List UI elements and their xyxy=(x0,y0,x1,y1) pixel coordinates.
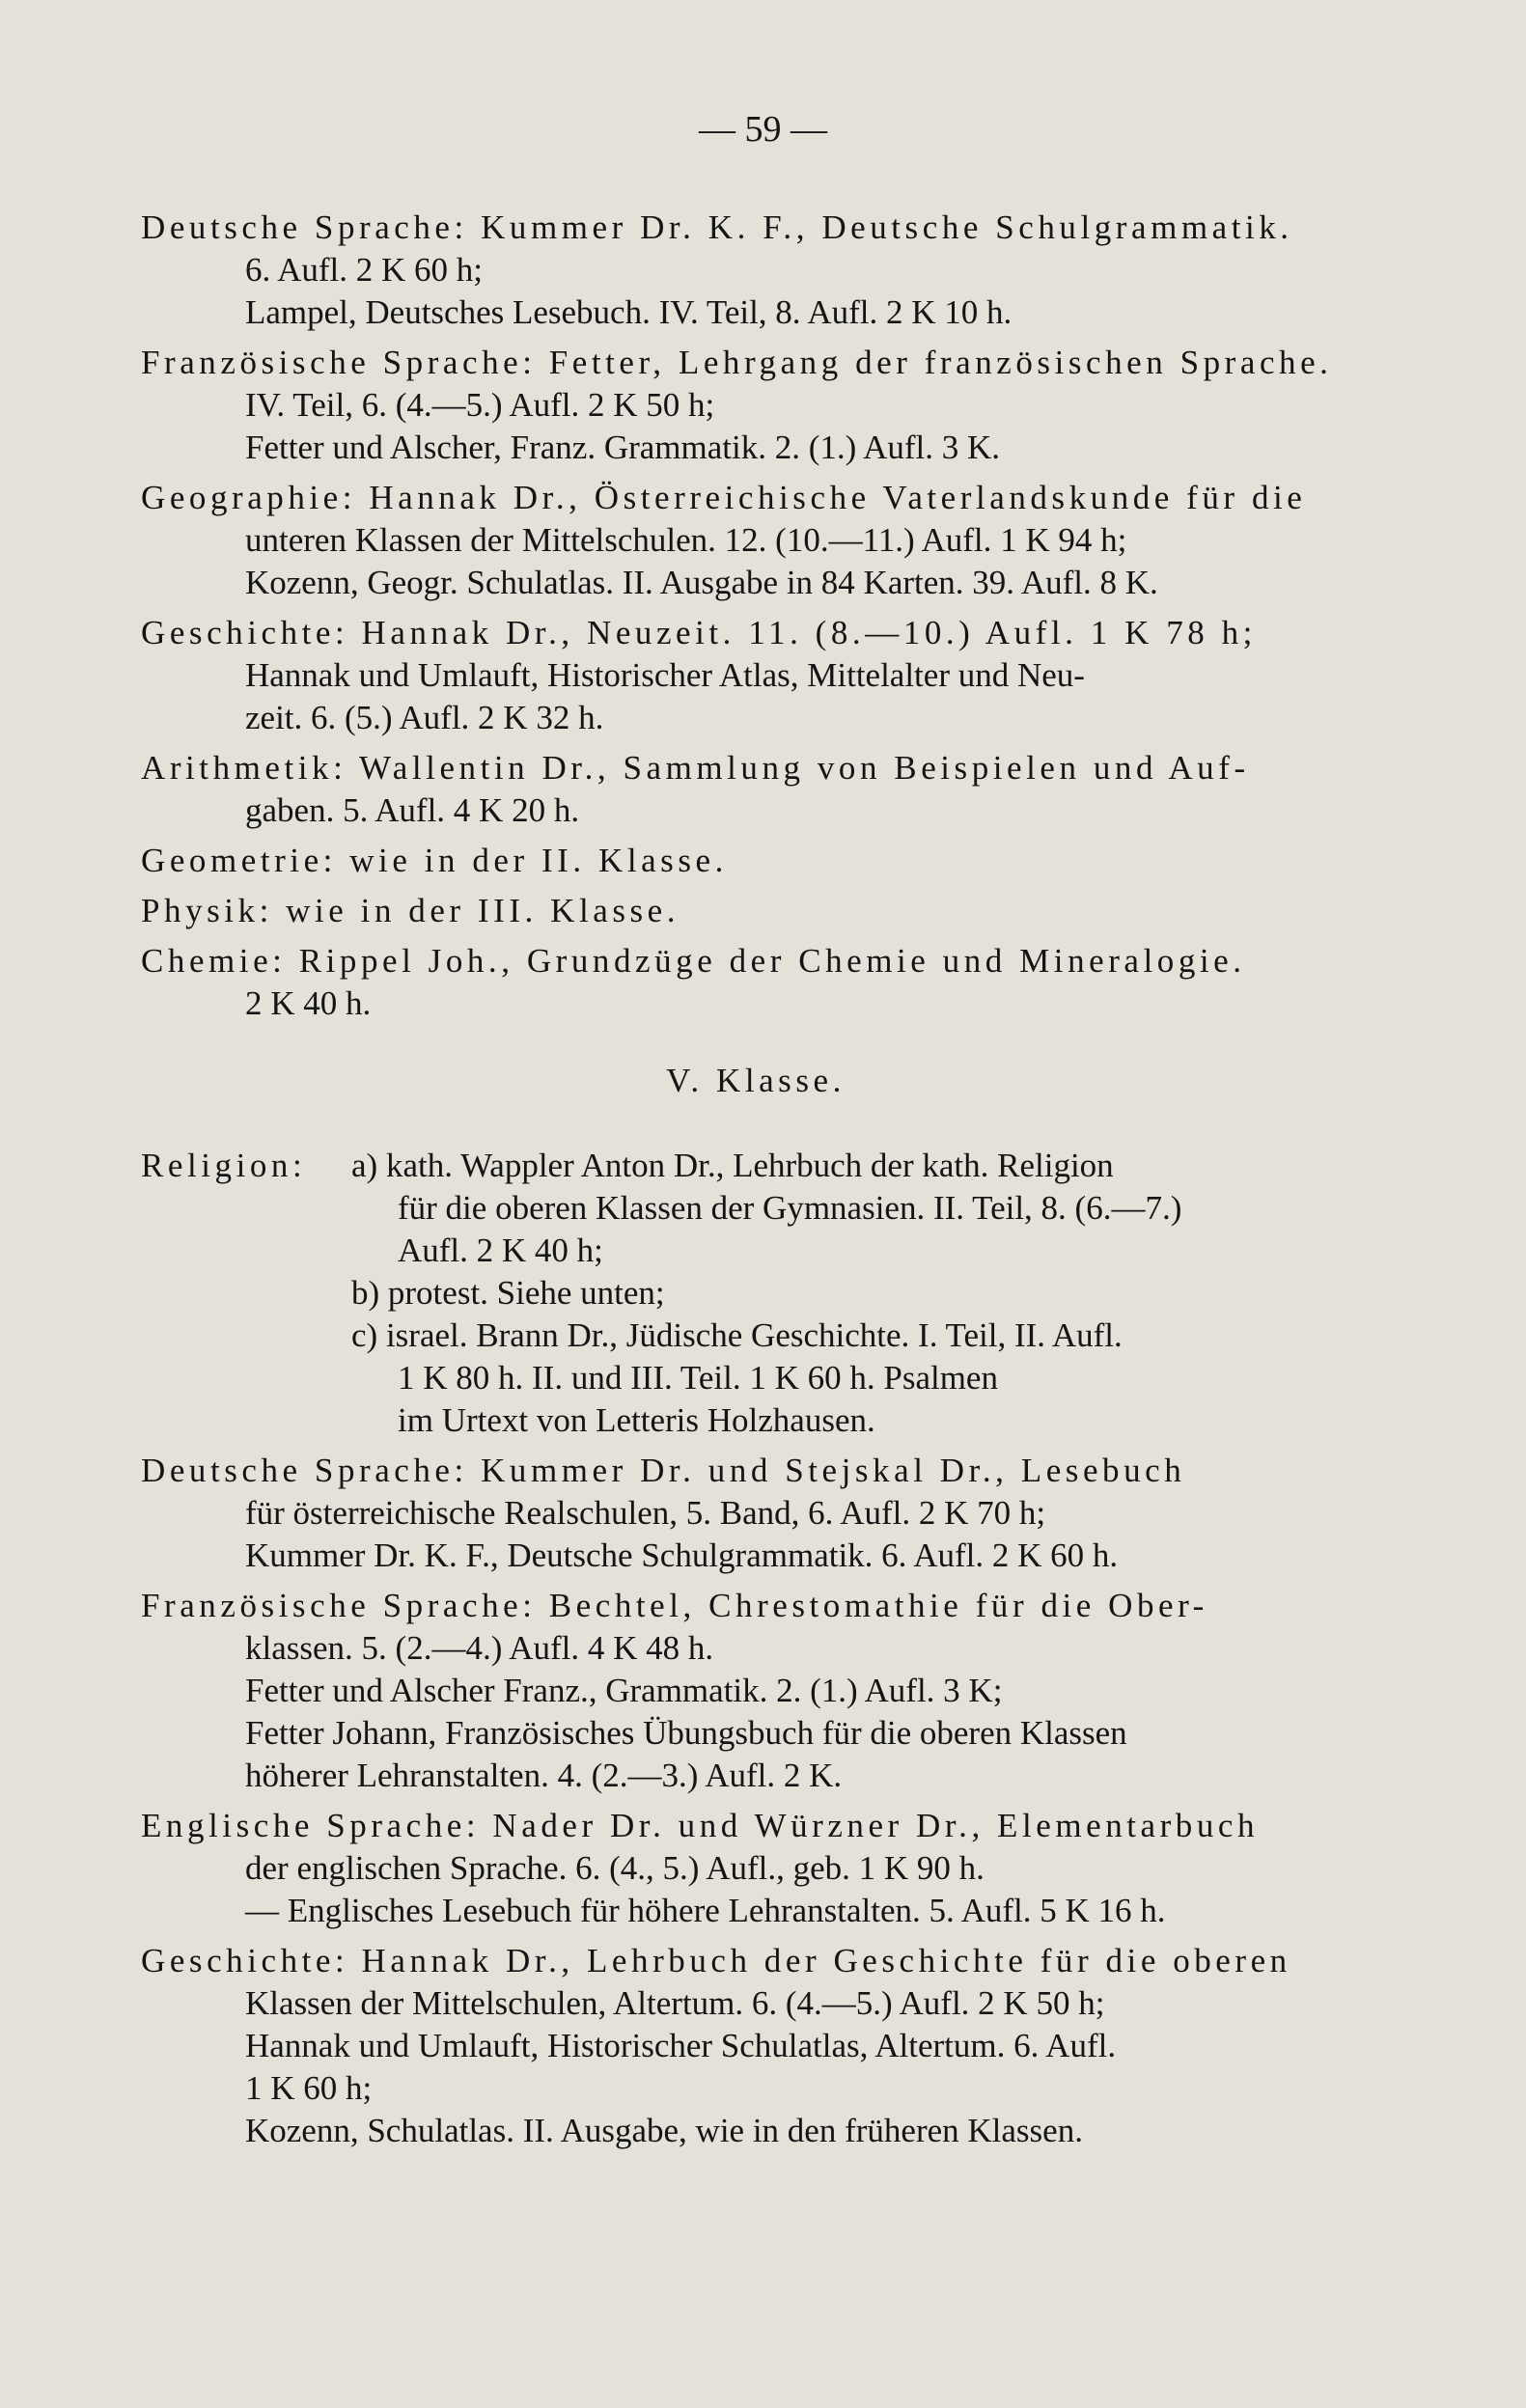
entry-englische-sprache xyxy=(141,1805,1371,1932)
line: Kozenn, Schulatlas. II. Ausgabe, wie in den früheren Klassen. xyxy=(245,2112,1083,2149)
line: Fetter Johann, Französisches Übungsbuch für die oberen Klassen xyxy=(245,1714,1127,1752)
line: 2 K 40 h. xyxy=(245,984,372,1022)
entry-geographie xyxy=(141,477,1371,604)
line: 6. Aufl. 2 K 60 h; xyxy=(245,251,483,289)
line: c) israel. Brann Dr., Jüdische Geschichte. I. Teil, II. Aufl. xyxy=(351,1316,1123,1354)
line: Hannak und Umlauft, Historischer Schulatlas, Altertum. 6. Aufl. xyxy=(245,2027,1117,2064)
entry-franzoesische-sprache-v xyxy=(141,1585,1371,1797)
section-v xyxy=(141,1450,1371,2152)
section-heading: V. Klasse. xyxy=(666,1062,846,1099)
text-body xyxy=(141,207,1371,2160)
entry-chemie xyxy=(141,940,1371,1025)
line: Geographie: Hannak Dr., Österreichische Vaterlandskunde für die xyxy=(141,479,1307,516)
line: Geometrie: wie in der II. Klasse. xyxy=(141,842,728,879)
line: Kummer Dr. K. F., Deutsche Schulgrammatik. 6. Aufl. 2 K 60 h. xyxy=(245,1536,1119,1574)
line: Hannak und Umlauft, Historischer Atlas, Mittelalter und Neu- xyxy=(245,656,1085,694)
line: unteren Klassen der Mittelschulen. 12. (10.—11.) Aufl. 1 K 94 h; xyxy=(245,521,1127,559)
line: Kozenn, Geogr. Schulatlas. II. Ausgabe in 84 Karten. 39. Aufl. 8 K. xyxy=(245,564,1158,601)
line: Fetter und Alscher Franz., Grammatik. 2. (1.) Aufl. 3 K; xyxy=(245,1672,1003,1709)
line: Fetter und Alscher, Franz. Grammatik. 2. (1.) Aufl. 3 K. xyxy=(245,429,1001,466)
line: Französische Sprache: Bechtel, Chrestomathie für die Ober- xyxy=(141,1587,1208,1624)
line: im Urtext von Letteris Holzhausen. xyxy=(398,1401,875,1439)
line: zeit. 6. (5.) Aufl. 2 K 32 h. xyxy=(245,699,604,736)
line: Geschichte: Hannak Dr., Lehrbuch der Geschichte für die oberen xyxy=(141,1942,1291,1979)
entry-religion xyxy=(141,1145,1371,1442)
entry-franzoesische-sprache xyxy=(141,342,1371,469)
line: IV. Teil, 6. (4.—5.) Aufl. 2 K 50 h; xyxy=(245,386,715,424)
line: für die oberen Klassen der Gymnasien. II. Teil, 8. (6.—7.) xyxy=(398,1189,1182,1227)
line: Chemie: Rippel Joh., Grundzüge der Chemie und Mineralogie. xyxy=(141,942,1246,980)
line: Lampel, Deutsches Lesebuch. IV. Teil, 8. Aufl. 2 K 10 h. xyxy=(245,293,1013,331)
page-number: — 59 — xyxy=(699,109,827,150)
line: Arithmetik: Wallentin Dr., Sammlung von Beispielen und Auf- xyxy=(141,749,1250,787)
line: Physik: wie in der III. Klasse. xyxy=(141,892,680,929)
line: Französische Sprache: Fetter, Lehrgang der französischen Sprache. xyxy=(141,344,1333,381)
line: b) protest. Siehe unten; xyxy=(351,1274,665,1312)
entry-arithmetik xyxy=(141,747,1371,832)
section-iv xyxy=(141,207,1371,1025)
entry-geschichte xyxy=(141,612,1371,739)
entry-deutsche-sprache xyxy=(141,207,1371,334)
entry-physik xyxy=(141,890,1371,932)
religion-label: Religion: xyxy=(141,1147,307,1184)
line: Aufl. 2 K 40 h; xyxy=(398,1232,603,1269)
line: der englischen Sprache. 6. (4., 5.) Aufl., geb. 1 K 90 h. xyxy=(245,1849,985,1887)
line: Deutsche Sprache: Kummer Dr. und Stejskal Dr., Lesebuch xyxy=(141,1452,1186,1489)
entry-geometrie xyxy=(141,840,1371,882)
line: klassen. 5. (2.—4.) Aufl. 4 K 48 h. xyxy=(245,1629,714,1667)
line: Klassen der Mittelschulen, Altertum. 6. (4.—5.) Aufl. 2 K 50 h; xyxy=(245,1984,1105,2022)
line: Deutsche Sprache: Kummer Dr. K. F., Deutsche Schulgrammatik. xyxy=(141,208,1293,246)
line: 1 K 80 h. II. und III. Teil. 1 K 60 h. Psalmen xyxy=(398,1359,998,1397)
line: gaben. 5. Aufl. 4 K 20 h. xyxy=(245,791,580,829)
line: a) kath. Wappler Anton Dr., Lehrbuch der kath. Religion xyxy=(351,1147,1114,1184)
line: Englische Sprache: Nader Dr. und Würzner Dr., Elementarbuch xyxy=(141,1807,1260,1844)
line: 1 K 60 h; xyxy=(245,2069,373,2107)
entry-deutsche-sprache-v xyxy=(141,1450,1371,1577)
line: für österreichische Realschulen, 5. Band, 6. Aufl. 2 K 70 h; xyxy=(245,1494,1046,1532)
entry-geschichte-v xyxy=(141,1940,1371,2152)
line: Geschichte: Hannak Dr., Neuzeit. 11. (8.—10.) Aufl. 1 K 78 h; xyxy=(141,614,1257,651)
line: — Englisches Lesebuch für höhere Lehranstalten. 5. Aufl. 5 K 16 h. xyxy=(245,1892,1166,1929)
line: höherer Lehranstalten. 4. (2.—3.) Aufl. 2 K. xyxy=(245,1757,843,1794)
